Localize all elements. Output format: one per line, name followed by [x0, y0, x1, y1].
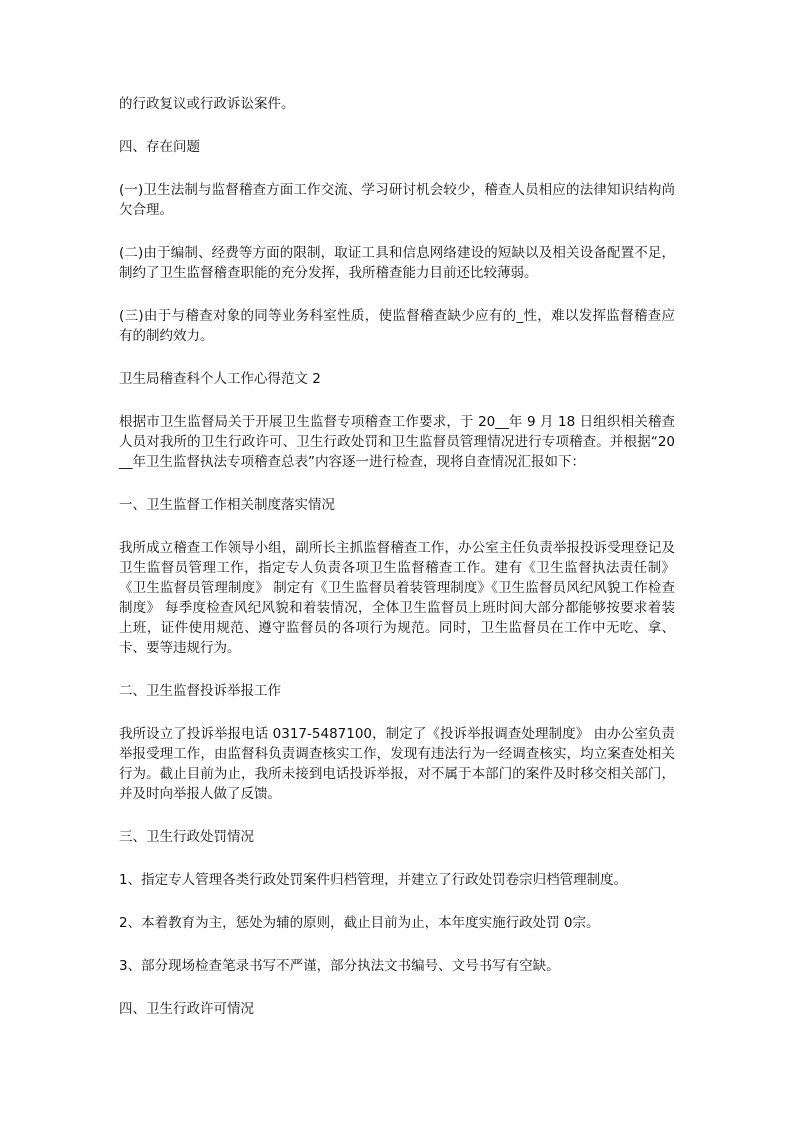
paragraph: (二)由于编制、经费等方面的限制，取证工具和信息网络建设的短缺以及相关设备配置不足，制约了卫生监督稽查职能的充分发挥，我所稽查能力目前还比较薄弱。 [119, 245, 675, 281]
list-item: 2、本着教育为主，惩处为辅的原则，截止目前为止，本年度实施行政处罚 0宗。 [119, 915, 600, 931]
paragraph-gap [119, 346, 675, 369]
paragraph: 我所设立了投诉举报电话 0317-5487100，制定了《投诉举报调查处理制度》 由办公室负责举报受理工作，由监督科负责调查核实工作，发现有违法行为一经调查核实，均立案查处相关行为。截止目前为止，我所未接到电话投诉举报，对不属于本部门的案件及时移交相关部门，并及时向举报人做了反馈。 [119, 726, 675, 802]
paragraph-gap [119, 472, 675, 495]
paragraph-gap [119, 658, 675, 681]
paragraph-gap [119, 389, 675, 412]
paragraph-gap [119, 804, 675, 827]
list-item: 1、指定专人管理各类行政处罚案件归档管理，并建立了行政处罚卷宗归档管理制度。 [119, 872, 628, 888]
paragraph-gap [119, 701, 675, 724]
paragraph-gap [119, 933, 675, 956]
paragraph-gap [119, 157, 675, 180]
section-heading: 一、卫生监督工作相关制度落实情况 [119, 497, 335, 513]
paragraph-gap [119, 890, 675, 913]
paragraph-gap [119, 220, 675, 243]
paragraph-gap [119, 283, 675, 306]
section-heading: 三、卫生行政处罚情况 [119, 829, 254, 845]
paragraph-gap [119, 515, 675, 538]
paragraph: 我所成立稽查工作领导小组，副所长主抓监督稽查工作，办公室主任负责举报投诉受理登记及卫生监督员管理工作，指定专人负责各项卫生监督稽查工作。建有《卫生监督执法责任制》《卫生监督员管理制度》 制定有《卫生监督员着装管理制度》《卫生监督员风纪风貌工作检查制度》 每季度检查风纪风貌和着装情况，全体卫生监督员上班时间大部分都能够按要求着装上班，证件使用规范、遵守监督员的各项行为规范。同时，卫生监督员在工作中无吃、拿、卡、要等违规行为。 [119, 540, 675, 656]
section-heading: 二、卫生监督投诉举报工作 [119, 683, 281, 699]
document-body [119, 94, 675, 1019]
paragraph-gap [119, 976, 675, 999]
document-title: 卫生局稽查科个人工作心得范文 2 [119, 371, 321, 387]
paragraph: 根据市卫生监督局关于开展卫生监督专项稽查工作要求，于 20__年 9 月 18 日组织相关稽查人员对我所的卫生行政许可、卫生行政处罚和卫生监督员管理情况进行专项稽查。并根据“20__年卫生监督执法专项稽查总表”内容逐一进行检查，现将自查情况汇报如下： [119, 414, 675, 470]
paragraph: (一)卫生法制与监督稽查方面工作交流、学习研讨机会较少，稽查人员相应的法律知识结构尚欠合理。 [119, 182, 675, 218]
section-heading: 四、存在问题 [119, 139, 200, 155]
paragraph: (三)由于与稽查对象的同等业务科室性质，使监督稽查缺少应有的_性，难以发挥监督稽查应有的制约效力。 [119, 308, 675, 344]
list-item: 3、部分现场检查笔录书写不严谨，部分执法文书编号、文号书写有空缺。 [119, 958, 560, 974]
paragraph: 的行政复议或行政诉讼案件。 [119, 96, 295, 112]
paragraph-gap [119, 847, 675, 870]
section-heading: 四、卫生行政许可情况 [119, 1001, 254, 1017]
paragraph-gap [119, 114, 675, 137]
